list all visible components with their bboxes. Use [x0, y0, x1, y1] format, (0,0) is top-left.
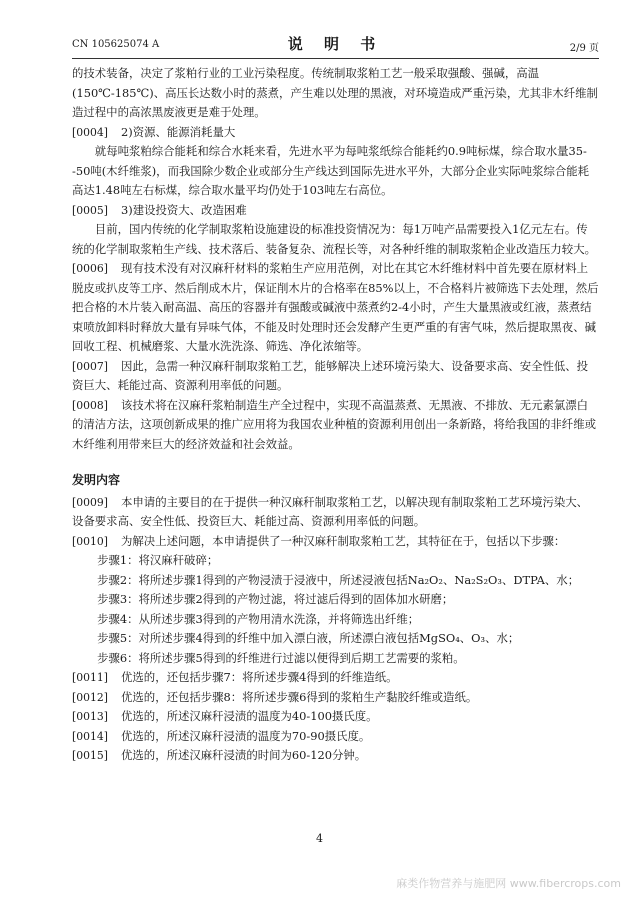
paragraph-group-preferred: [72, 668, 599, 766]
paragraph-number: [0008]: [72, 398, 108, 412]
paragraph-number: [0007]: [72, 359, 108, 373]
paragraph-text: 2)资源、能源消耗量大: [121, 124, 236, 139]
paragraph-text: 为解决上述问题，本申请提供了一种汉麻秆制取浆粕工艺，其特征在于，包括以下步骤：: [121, 533, 566, 548]
paragraph: [72, 357, 599, 396]
paragraph: [72, 123, 599, 143]
step-item: 步骤6：将所述步骤5得到的纤维进行过滤以便得到后期工艺需要的浆粕。: [97, 650, 465, 665]
paragraph-text: 优选的，还包括步骤7：将所述步骤4得到的纤维造纸。: [121, 670, 398, 684]
step-item: 步骤3：将所述步骤2得到的产物过滤，将过滤后得到的固体加水研磨；: [97, 592, 454, 606]
paragraph-text: 现有技术没有对汉麻秆材料的浆粕生产应用范例，对比在其它木纤维材料中首先要在原材料上脱皮或扒皮等工序、然后削成木片，保证削木片的合格率在85%以上，不合格料片被筛选下去处理，然后把合格的木片装入耐高温、高压的容器并有强酸或碱液中蒸煮约2-4小时，产生大量黑液或红液，蒸煮结束喷放卸料时释放大量有异味气体，不能及时处理时还会发酵产生更严重的有害气味，然后提取黑夜、碱回收工程、机械磨浆、大量水洗洗涤、筛选、净化浓缩等。: [72, 261, 599, 353]
paragraph-text: 优选的，所述汉麻秆浸渍的时间为60-120分钟。: [121, 748, 367, 762]
paragraph-group-summary: [72, 493, 599, 552]
paragraph-text: 该技术将在汉麻秆浆粕制造生产全过程中，实现不高温蒸煮、无黑液、不排放、无元素氯漂白的清洁方法，这项创新成果的推广应用将为我国农业种植的资源利用创出一条新路，将给我国的非纤维或木纤维利用带来巨大的经济效益和社会效益。: [72, 397, 596, 451]
step-item: 步骤2：将所述步骤1得到的产物浸渍于浸液中，所述浸液包括Na₂O₂、Na₂S₂O₃、DTPA、水；: [97, 572, 580, 587]
page-indicator: 2/9 页: [569, 43, 599, 54]
paragraph-number: [0011]: [72, 671, 108, 684]
paragraph: [72, 142, 599, 201]
paragraph: [72, 532, 599, 552]
paragraph-text: 本申请的主要目的在于提供一种汉麻秆制取浆粕工艺，以解决现有制取浆粕工艺环境污染大、设备要求高、安全性低、投资巨大、耗能过高、资源利用率低的问题。: [72, 494, 589, 528]
paragraph-number: [0006]: [72, 262, 108, 275]
step-item: 步骤1：将汉麻秆破碎；: [97, 553, 219, 567]
paragraph: [72, 668, 599, 688]
paragraph: [72, 201, 599, 221]
document-body: [72, 64, 599, 766]
paragraph-text: 就每吨浆粕综合能耗和综合水耗来看，先进水平为每吨浆纸综合能耗约0.9吨标煤，综合取水量35--50吨(木纤维浆)，而我国除少数企业或部分生产线达到国际先进水平外，大部分企业实际吨浆综合能耗高达1.48吨左右标煤，综合取水量平均仍处于103吨左右高位。: [72, 144, 590, 197]
paragraph: [72, 746, 599, 766]
patent-number: CN 105625074 A: [72, 39, 160, 50]
page-header: [72, 33, 599, 55]
section-heading: 发明内容: [72, 473, 121, 487]
watermark: 麻类作物营养与施肥网 www.fibercrops.com: [396, 877, 621, 890]
paragraph-text: 因此，急需一种汉麻秆制取浆粕工艺，能够解决上述环境污染大、设备要求高、安全性低、投资巨大、耗能过高、资源利用率低的问题。: [72, 358, 589, 392]
header-divider: [72, 58, 599, 59]
paragraph: [72, 727, 599, 747]
paragraph-number: [0014]: [72, 729, 108, 743]
paragraph-text: 3)建设投资大、改造困难: [121, 202, 247, 217]
paragraph-number: [0012]: [72, 690, 108, 704]
paragraph-group-background: [72, 123, 599, 455]
step-list: [72, 551, 599, 668]
intro-paragraph: 的技术装备，决定了浆粕行业的工业污染程度。传统制取浆粕工艺一般采取强酸、强碱，高温(150℃-185℃)、高压长达数小时的蒸煮，产生难以处理的黑液，对环境造成严重污染，尤其非木纤维制造过程中的高浓黑废液更是难于处理。: [72, 66, 598, 119]
paragraph-number: [0015]: [72, 749, 108, 762]
paragraph: [72, 707, 599, 727]
paragraph-text: 优选的，还包括步骤8：将所述步骤6得到的浆粕生产黏胶纤维或造纸。: [121, 689, 478, 704]
page-number: 4: [316, 832, 323, 845]
document-title: 说 明 书: [287, 35, 384, 53]
step-item: 步骤4：从所述步骤3得到的产物用清水洗涤，并将筛选出纤维；: [97, 611, 420, 626]
paragraph-number: [0004]: [72, 125, 108, 139]
step-item: 步骤5：对所述步骤4得到的纤维中加入漂白液，所述漂白液包括MgSO₄、O₃、水；: [97, 631, 520, 645]
paragraph-number: [0013]: [72, 710, 108, 723]
paragraph: [72, 220, 599, 259]
paragraph-text: 优选的，所述汉麻秆浸渍的温度为40-100摄氏度。: [121, 709, 378, 723]
paragraph-number: [0005]: [72, 203, 108, 217]
paragraph: [72, 688, 599, 708]
paragraph-number: [0010]: [72, 534, 108, 548]
paragraph: [72, 259, 599, 357]
paragraph-text: 目前，国内传统的化学制取浆粕设施建设的标准投资情况为：每1万吨产品需要投入1亿元左右。传统的化学制取浆粕生产线、技术落后、装备复杂、流程长等，对各种纤维的制取浆粕企业改造压力较大。: [72, 222, 596, 256]
paragraph-text: 优选的，所述汉麻秆浸渍的温度为70-90摄氏度。: [121, 728, 371, 743]
paragraph-number: [0009]: [72, 495, 108, 509]
paragraph: [72, 396, 599, 455]
paragraph: [72, 493, 599, 532]
